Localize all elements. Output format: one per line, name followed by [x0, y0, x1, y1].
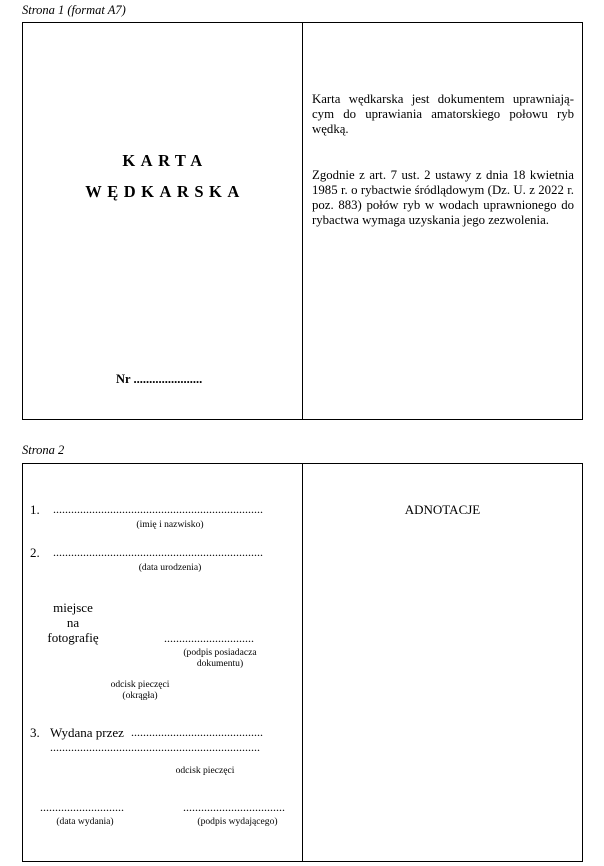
page2-heading: Strona 2: [22, 443, 65, 457]
photo-line3: fotografię: [47, 630, 99, 645]
holder-signature-field: ..............................: [164, 631, 254, 645]
photo-line1: miejsce: [53, 600, 93, 615]
page1-divider: [302, 22, 303, 420]
round-stamp-caption: [90, 679, 190, 701]
issuer-signature-field: ..................................: [183, 800, 285, 814]
issuer-signature-caption: (podpis wydającego): [197, 816, 278, 827]
round-stamp-line1: odcisk pieczęci: [110, 679, 170, 690]
legal-paragraph: Zgodnie z art. 7 ust. 2 ustawy z dnia 18 kwietnia 1985 r. o rybactwie śródlądowym (Dz. U. z 2022 r. poz. 883) połów ryb w wodach uprawnionego do rybactwa wymaga uzyskania jego zezwolenia.: [312, 168, 574, 227]
card-number-dots: ......................: [133, 372, 203, 386]
issue-date-field: ............................: [40, 800, 124, 814]
card-title-line1: KARTA: [122, 151, 208, 170]
page2-divider: [302, 463, 303, 862]
birthdate-field: ......................................................................: [53, 545, 263, 559]
item2-number: 2.: [30, 545, 40, 560]
holder-signature-caption-line1: (podpis posiadacza: [183, 647, 257, 658]
photo-placeholder: [38, 600, 108, 645]
round-stamp-line2: (okrągła): [122, 690, 158, 701]
card-title-line2: WĘDKARSKA: [85, 182, 245, 201]
annotations-title: ADNOTACJE: [404, 502, 481, 517]
issue-date-caption: (data wydania): [56, 816, 114, 827]
issued-by-field: ............................................: [131, 725, 263, 739]
card-number-label: Nr: [116, 372, 131, 386]
item1-number: 1.: [30, 502, 40, 517]
issuer-stamp-caption: odcisk pieczęci: [175, 765, 235, 776]
name-caption: (imię i nazwisko): [136, 519, 204, 530]
intro-paragraph: Karta wędkarska jest dokumentem uprawniają-cym do uprawiania amatorskiego połowu ryb wędką.: [312, 92, 574, 136]
issued-by-field-line2: ......................................................................: [50, 740, 260, 754]
item3-number: 3.: [30, 725, 40, 740]
photo-line2: na: [66, 615, 80, 630]
card-number: [116, 372, 202, 387]
holder-signature-caption: [160, 647, 280, 669]
issued-by-label: Wydana przez: [50, 725, 124, 740]
birthdate-caption: (data urodzenia): [138, 562, 202, 573]
page1-heading: Strona 1 (format A7): [22, 3, 126, 17]
name-field: ......................................................................: [53, 502, 263, 516]
holder-signature-caption-line2: dokumentu): [196, 658, 244, 669]
